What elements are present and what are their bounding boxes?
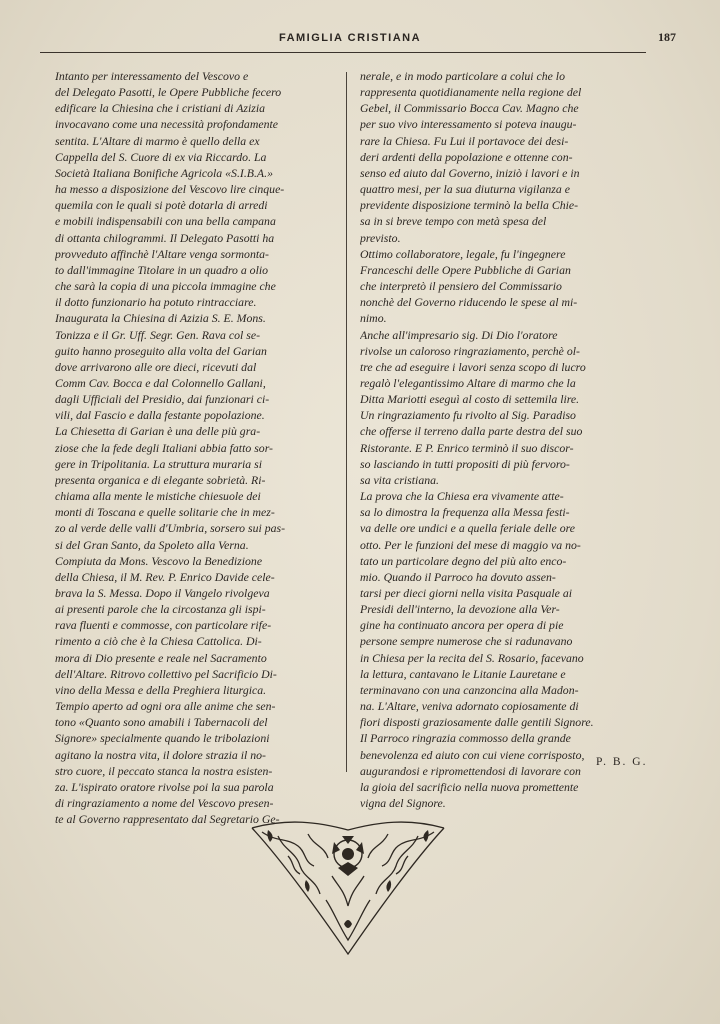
text-line: Ristorante. E P. Enrico terminò il suo discor- [360, 440, 574, 455]
header-rule [40, 52, 646, 53]
text-line: guito hanno proseguito alla volta del Garian [55, 343, 267, 358]
left-text-column [55, 68, 338, 827]
text-line: provveduto affinchè l'Altare venga sormonta- [55, 246, 269, 261]
text-line: Intanto per interessamento del Vescovo e [55, 69, 249, 83]
text-line: ai presenti parole che la circostanza gli ispi- [55, 602, 266, 617]
text-line: to dall'immagine Titolare in un quadro a olio [55, 262, 269, 277]
text-line: mora di Dio presente e reale nel Sacramento [55, 650, 267, 665]
text-line: che offerse il terreno dalla parte destra del suo [360, 424, 583, 439]
text-line: rappresenta quotidianamente nella regione del [360, 85, 582, 100]
text-line: rivolse un caloroso ringraziamento, perchè ol- [360, 343, 580, 358]
text-line: sa lo dimostra la frequenza alla Messa festi- [360, 505, 570, 520]
text-line: senso ed aiuto dal Governo, iniziò i lavori e in [360, 165, 580, 180]
text-line: per suo vivo interessamento si poteva inaugu- [360, 117, 577, 132]
text-line: gere in Tripolitania. La struttura muraria si [55, 456, 263, 471]
text-line: la gioia del sacrificio nella nuova promettente [360, 779, 579, 794]
text-line: nerale, e in modo particolare a colui che lo [360, 69, 565, 83]
text-line: chiama alla mente le mistiche chiesuole dei [55, 489, 261, 504]
text-line: dell'Altare. Ritrovo collettivo pel Sacrificio Di- [55, 666, 277, 681]
text-line: della Chiesa, il M. Rev. P. Enrico Davide cele- [55, 569, 275, 584]
text-line: Cappella del S. Cuore di ex via Riccardo. La [55, 149, 267, 164]
text-line: Presidi dell'interno, la devozione alla Ver- [360, 602, 560, 617]
author-signature: P. B. G. [596, 756, 648, 768]
text-line: di ringraziamento a nome del Vescovo presen- [55, 796, 274, 811]
text-line: e mobili indispensabili con una bella campana [55, 214, 276, 229]
text-line: so lasciando in tutti propositi di più fervoro- [360, 456, 570, 471]
text-line: tre che ad eseguire i lavori senza scopo di lucro [360, 359, 586, 374]
text-line: la lettura, cantavano le Litanie Lauretane e [360, 666, 566, 681]
text-line: Tempio aperto ad ogni ora alle anime che sen- [55, 699, 276, 714]
text-line: tarsi per dieci giorni nella visita Pasquale ai [360, 586, 572, 600]
text-line: sentita. L'Altare di marmo è quello della ex [55, 133, 260, 148]
text-line: invocavano come una necessità profondamente [55, 117, 278, 132]
text-line: Tonizza e il Gr. Uff. Segr. Gen. Rava col se- [55, 327, 261, 342]
text-line: terminavano con una canzoncina alla Madon- [360, 682, 579, 697]
text-line: La Chiesetta di Garian è una delle più gra- [55, 424, 261, 439]
text-line: vigna del Signore. [360, 796, 446, 811]
page-header [40, 30, 676, 50]
text-line: na. L'Altare, veniva adornato copiosamente di [360, 699, 579, 714]
text-line: edificare la Chiesina che i cristiani di Azizia [55, 101, 266, 116]
text-line: rare la Chiesa. Fu Lui il portavoce dei desi- [360, 133, 569, 148]
text-line: agitano la nostra vita, il dolore strazia il no- [55, 747, 266, 762]
text-line: dove arrivarono alle ore dieci, ricevuti dal [55, 359, 257, 374]
text-line: Inaugurata la Chiesina di Azizia S. E. Mons. [55, 311, 266, 326]
text-line: si del Gran Santo, da Spoleto alla Verna. [55, 537, 249, 552]
text-line: Società Italiana Bonifiche Agricola «S.I.B.A.» [55, 165, 273, 180]
text-line: ha messo a disposizione del Vescovo lire cinque- [55, 182, 285, 197]
text-line: in Chiesa per la recita del S. Rosario, facevano [360, 650, 584, 665]
text-line: nimo. [360, 311, 387, 326]
text-line: Comm Cav. Bocca e dal Colonnello Gallani, [55, 375, 266, 390]
text-line: Anche all'impresario sig. Di Dio l'oratore [360, 327, 558, 342]
text-line: La prova che la Chiesa era vivamente atte- [360, 489, 564, 504]
text-line: benevolenza ed aiuto con cui viene corrisposto, [360, 747, 585, 762]
text-line: previsto. [360, 230, 401, 245]
page-number: 187 [658, 30, 676, 44]
column-divider [346, 72, 347, 772]
text-line: deri ardenti della popolazione e ottenne con- [360, 149, 573, 164]
text-line: Compiuta da Mons. Vescovo la Benedizione [55, 553, 263, 568]
text-line: persone sempre numerose che si radunavano [360, 634, 573, 649]
text-line: Un ringraziamento fu rivolto al Sig. Paradiso [360, 408, 576, 423]
text-line: Franceschi delle Opere Pubbliche di Garian [360, 262, 571, 277]
text-line: Signore» specialmente quando le tribolazioni [55, 731, 270, 746]
text-line: sa in si breve tempo con metà spesa del [360, 214, 547, 229]
text-line: va delle ore undici e a quella feriale delle ore [360, 521, 576, 536]
text-line: ziose che la fede degli Italiani abbia fatto sor- [55, 440, 273, 455]
text-line: presenta organica e di elegante sobrietà. Ri- [55, 472, 266, 487]
text-line: tono «Quanto sono amabili i Tabernacoli del [55, 715, 268, 730]
text-line: il dotto funzionario ha potuto rintracciare. [55, 295, 257, 310]
text-line: quattro mesi, per la sua diuturna vigilanza e [360, 182, 570, 197]
text-line: za. L'ispirato oratore rivolse poi la sua parola [55, 779, 274, 794]
text-line: di ottanta chilogrammi. Il Delegato Pasotti ha [55, 230, 275, 245]
text-line: augurandosi e ripromettendosi di lavorare con [360, 763, 581, 778]
acanthus-leaf-ornament-icon [248, 816, 448, 966]
text-line: Il Parroco ringrazia commosso della grande [360, 731, 571, 746]
text-line: rava fluenti e commosse, con particolare rife- [55, 618, 272, 633]
text-line: stro cuore, il peccato stanca la nostra esisten- [55, 763, 273, 778]
text-line: brava la S. Messa. Dopo il Vangelo rivolgeva [55, 586, 270, 600]
text-line: dagli Ufficiali del Presidio, dai funzionari ci- [55, 392, 270, 407]
text-line: te al Governo rappresentato dal Segretario Ge- [55, 812, 280, 827]
text-line: fiori disposti graziosamente dalle gentili Signore. [360, 715, 594, 730]
running-title: FAMIGLIA CRISTIANA [278, 32, 422, 44]
text-line: regalò l'elegantissimo Altare di marmo che la [360, 375, 576, 390]
text-line: rimento a ciò che è la Chiesa Cattolica. Di- [55, 634, 262, 649]
text-line: del Delegato Pasotti, le Opere Pubbliche fecero [55, 85, 282, 100]
text-line: otto. Per le funzioni del mese di maggio va no- [360, 537, 581, 552]
text-line: che sarà la copia di una piccola immagine che [55, 279, 276, 294]
text-line: previdente disposizione terminò la bella Chie- [360, 198, 579, 213]
text-line: mio. Quando il Parroco ha dovuto assen- [360, 569, 556, 584]
text-line: gine ha continuato ancora per opera di pie [360, 618, 564, 633]
text-line: Gebel, il Commissario Bocca Cav. Magno che [360, 101, 579, 116]
text-line: vino della Messa e della Preghiera liturgica. [55, 682, 267, 697]
text-line: monti di Toscana e quelle solitarie che in mez- [55, 505, 275, 520]
right-text-column [360, 68, 647, 811]
text-line: zo al verde delle valli d'Umbria, sorsero sui pas- [55, 521, 286, 536]
text-line: Ditta Mariotti eseguì al costo di settemila lire. [360, 392, 580, 407]
text-line: vili, dal Fascio e dalla festante popolazione. [55, 408, 265, 423]
text-line: nonchè del Governo riducendo le spese al mi- [360, 295, 578, 310]
text-line: che interpretò il pensiero del Commissario [360, 279, 562, 294]
text-line: Ottimo collaboratore, legale, fu l'ingegnere [360, 246, 566, 261]
text-line: tato un particolare degno del più alto enco- [360, 553, 567, 568]
text-line: quemila con le quali si potè dotarla di arredi [55, 198, 268, 213]
text-line: sa vita cristiana. [360, 472, 439, 487]
